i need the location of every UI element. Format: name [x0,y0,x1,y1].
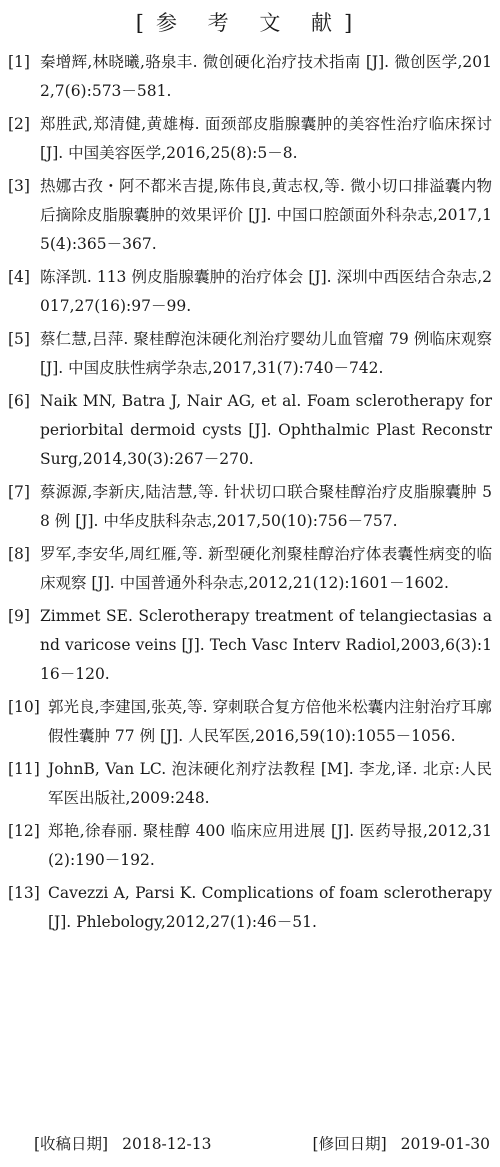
reference-item-4 [8,263,492,321]
reference-number: [4] [8,268,30,286]
received-date-label: [收稿日期] [34,1135,109,1153]
reference-item-2 [8,110,492,168]
reference-number: [9] [8,607,30,625]
reference-number: [1] [8,53,30,71]
reference-list [8,48,492,937]
reference-text: 蔡仁慧,吕萍. 聚桂醇泡沫硬化剂治疗婴幼儿血管瘤 79 例临床观察 [J]. 中国皮肤性病学杂志,2017,31(7):740－742. [40,330,492,377]
reference-text: JohnB, Van LC. 泡沫硬化剂疗法教程 [M]. 李龙,译. 北京:人民军医出版社,2009:248. [48,760,492,807]
received-date [34,1130,211,1158]
reference-item-5 [8,325,492,383]
references-heading: [参 考 文 献] [135,11,365,35]
manuscript-dates [34,1130,490,1158]
revised-date-value: 2019-01-30 [400,1135,490,1153]
reference-text: 郑艳,徐春丽. 聚桂醇 400 临床应用进展 [J]. 医药导报,2012,31(2):190－192. [48,822,492,869]
reference-number: [10] [8,698,40,716]
reference-item-1 [8,48,492,106]
reference-item-8 [8,540,492,598]
reference-text: 郑胜武,郑清健,黄雄梅. 面颈部皮脂腺囊肿的美容性治疗临床探讨 [J]. 中国美容医学,2016,25(8):5－8. [40,115,492,162]
reference-item-3 [8,172,492,259]
reference-number: [5] [8,330,30,348]
reference-text: 热娜古孜・阿不都米吉提,陈伟良,黄志权,等. 微小切口排溢囊内物后摘除皮脂腺囊肿的效果评价 [J]. 中国口腔颌面外科杂志,2017,15(4):365－367. [40,177,492,253]
reference-item-11 [8,755,492,813]
reference-text: 秦增辉,林晓曦,骆泉丰. 微创硬化治疗技术指南 [J]. 微创医学,2012,7(6):573－581. [40,53,492,100]
reference-item-12 [8,817,492,875]
reference-item-10 [8,693,492,751]
reference-item-6 [8,387,492,474]
reference-text: 蔡源源,李新庆,陆洁慧,等. 针状切口联合聚桂醇治疗皮脂腺囊肿 58 例 [J]. 中华皮肤科杂志,2017,50(10):756－757. [40,483,492,530]
reference-text: 郭光良,李建国,张英,等. 穿刺联合复方倍他米松囊内注射治疗耳廓假性囊肿 77 例 [J]. 人民军医,2016,59(10):1055－1056. [48,698,492,745]
reference-text: Zimmet SE. Sclerotherapy treatment of telangiectasias and varicose veins [J]. Tech Vasc Interv Radiol,2003,6(3):116－120. [40,607,492,683]
reference-item-7 [8,478,492,536]
reference-number: [2] [8,115,30,133]
revised-date-label: [修回日期] [312,1135,387,1153]
reference-item-13 [8,879,492,937]
reference-number: [8] [8,545,30,563]
reference-number: [3] [8,177,30,195]
reference-number: [13] [8,884,40,902]
reference-number: [7] [8,483,30,501]
reference-number: [6] [8,392,30,410]
reference-number: [12] [8,822,40,840]
reference-item-9 [8,602,492,689]
reference-text: 罗军,李安华,周红雁,等. 新型硬化剂聚桂醇治疗体表囊性病变的临床观察 [J]. 中国普通外科杂志,2012,21(12):1601－1602. [40,545,492,592]
received-date-value: 2018-12-13 [122,1135,212,1153]
reference-text: 陈泽凯. 113 例皮脂腺囊肿的治疗体会 [J]. 深圳中西医结合杂志,2017,27(16):97－99. [40,268,492,315]
reference-text: Naik MN, Batra J, Nair AG, et al. Foam sclerotherapy for periorbital dermoid cysts [J]. Ophthalmic Plast Reconstr Surg,2014,30(3):267－270. [40,392,492,468]
revised-date [313,1130,490,1158]
reference-text: Cavezzi A, Parsi K. Complications of foam sclerotherapy [J]. Phlebology,2012,27(1):46－51. [48,884,492,931]
reference-number: [11] [8,760,40,778]
